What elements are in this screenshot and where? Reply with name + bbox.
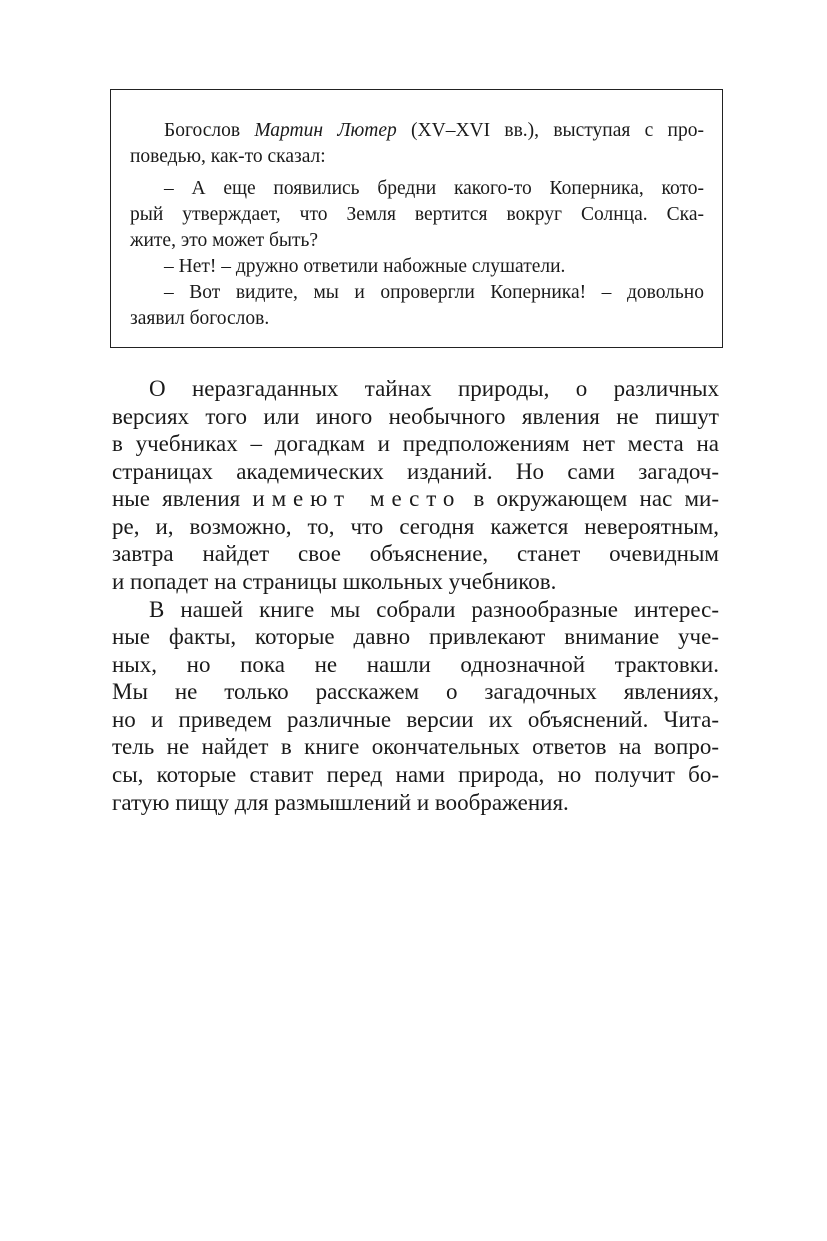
- box-line-6: – Нет! – дружно ответили набожные слушатели.: [164, 256, 566, 277]
- box-line-4: рый утверждает, что Земля вертится вокруг Солнца. Ска-: [130, 204, 704, 225]
- box-line-2: поведью, как-то сказал:: [130, 146, 326, 167]
- paragraph-2-line-3: ных, но пока не нашли однозначной трактовки.: [112, 652, 719, 677]
- box-line-8: заявил богослов.: [130, 308, 270, 329]
- box-line-1: Богослов Мартин Лютер (XV–XVI вв.), выступая с про-: [164, 120, 704, 141]
- paragraph-2-line-4: Мы не только расскажем о загадочных явлениях,: [112, 679, 719, 704]
- paragraph-1-line-2: версиях того или иного необычного явления не пишут: [112, 404, 719, 429]
- paragraph-1-line-1: О неразгаданных тайнах природы, о различных: [149, 376, 719, 401]
- paragraph-2-line-6: тель не найдет в книге окончательных ответов на вопро-: [112, 734, 719, 759]
- paragraph-2-line-5: но и приведем различные версии их объяснений. Чита-: [112, 707, 719, 732]
- paragraph-1-line-6: ре, и, возможно, то, что сегодня кажется невероятным,: [112, 514, 719, 539]
- author-name: Мартин Лютер: [254, 120, 397, 141]
- paragraph-2-line-1: В нашей книге мы собрали разнообразные интерес-: [149, 597, 719, 622]
- paragraph-2-line-7: сы, которые ставит перед нами природа, но получит бо-: [112, 762, 719, 787]
- box-line-5: жите, это может быть?: [130, 230, 319, 251]
- box-line-7: – Вот видите, мы и опровергли Коперника! – довольно: [164, 282, 704, 303]
- paragraph-2-line-2: ные факты, которые давно привлекают внимание уче-: [112, 624, 719, 649]
- paragraph-1-line-4: страницах академических изданий. Но сами загадоч-: [112, 459, 719, 484]
- paragraph-2-line-8: гатую пищу для размышлений и воображения.: [112, 790, 569, 815]
- paragraph-1-line-3: в учебниках – догадкам и предположениям нет места на: [112, 431, 719, 456]
- box-line-3: – А еще появились бредни какого-то Коперника, кото-: [164, 178, 704, 199]
- paragraph-1-line-7: завтра найдет свое объяснение, станет очевидным: [112, 541, 719, 566]
- paragraph-1-line-8: и попадет на страницы школьных учебников.: [112, 569, 557, 594]
- paragraph-1-line-5: ные явления имеют место в окружающем нас ми-: [112, 486, 719, 511]
- quote-box: [110, 89, 723, 348]
